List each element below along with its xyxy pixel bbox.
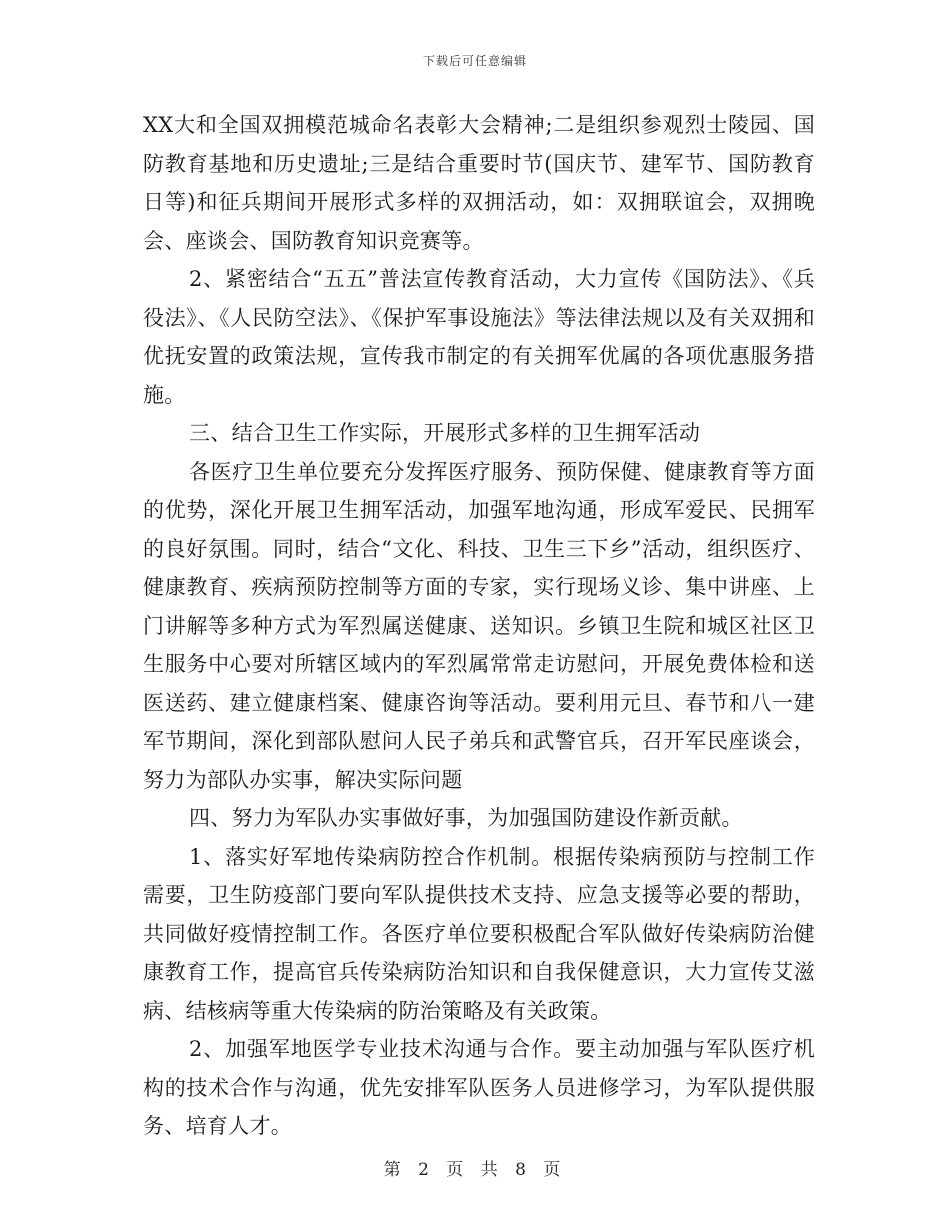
- paragraph-continuation: XX大和全国双拥模范城命名表彰大会精神;二是组织参观烈士陵园、国防教育基地和历史遗址;三是结合重要时节(国庆节、建军节、国防教育日等)和征兵期间开展形式多样的双拥活动，如：双拥联谊会，双拥晚会、座谈会、国防教育知识竞赛等。: [143, 113, 815, 253]
- paragraph-law-promotion: 2、紧密结合“五五”普法宣传教育活动，大力宣传《国防法》、《兵役法》、《人民防空法》、《保护军事设施法》等法律法规以及有关双拥和优抚安置的政策法规，宣传我市制定的有关拥军优属的各项优惠服务措施。: [143, 267, 815, 407]
- paragraph-medical-support: 各医疗卫生单位要充分发挥医疗服务、预防保健、健康教育等方面的优势，深化开展卫生拥军活动，加强军地沟通，形成军爱民、民拥军的良好氛围。同时，结合“文化、科技、卫生三下乡”活动，组织医疗、健康教育、疾病预防控制等方面的专家，实行现场义诊、集中讲座、上门讲解等多种方式为军烈属送健康、送知识。乡镇卫生院和城区社区卫生服务中心要对所辖区域内的军烈属常常走访慰问，开展免费体检和送医送药、建立健康档案、健康咨询等活动。要利用元旦、春节和八一建军节期间，深化到部队慰问人民子弟兵和武警官兵，召开军民座谈会，努力为部队办实事，解决实际问题: [143, 459, 815, 792]
- section-heading-three: 三、结合卫生工作实际，开展形式多样的卫生拥军活动: [189, 421, 701, 445]
- page-header-note: 下载后可任意编辑: [422, 54, 527, 68]
- section-heading-four: 四、努力为军队办实事做好事，为加强国防建设作新贡献。: [189, 806, 743, 830]
- paragraph-disease-control: 1、落实好军地传染病防控合作机制。根据传染病预防与控制工作需要，卫生防疫部门要向军队提供技术支持、应急支援等必要的帮助，共同做好疫情控制工作。各医疗单位要积极配合军队做好传染病防治健康教育工作，提高官兵传染病防治知识和自我保健意识，大力宣传艾滋病、结核病等重大传染病的防治策略及有关政策。: [143, 844, 815, 1023]
- paragraph-medical-cooperation: 2、加强军地医学专业技术沟通与合作。要主动加强与军队医疗机构的技术合作与沟通，优先安排军队医务人员进修学习，为军队提供服务、培育人才。: [143, 1037, 815, 1138]
- page-number: 第 2 页 共 8 页: [383, 1160, 567, 1180]
- document-body: [143, 106, 815, 1146]
